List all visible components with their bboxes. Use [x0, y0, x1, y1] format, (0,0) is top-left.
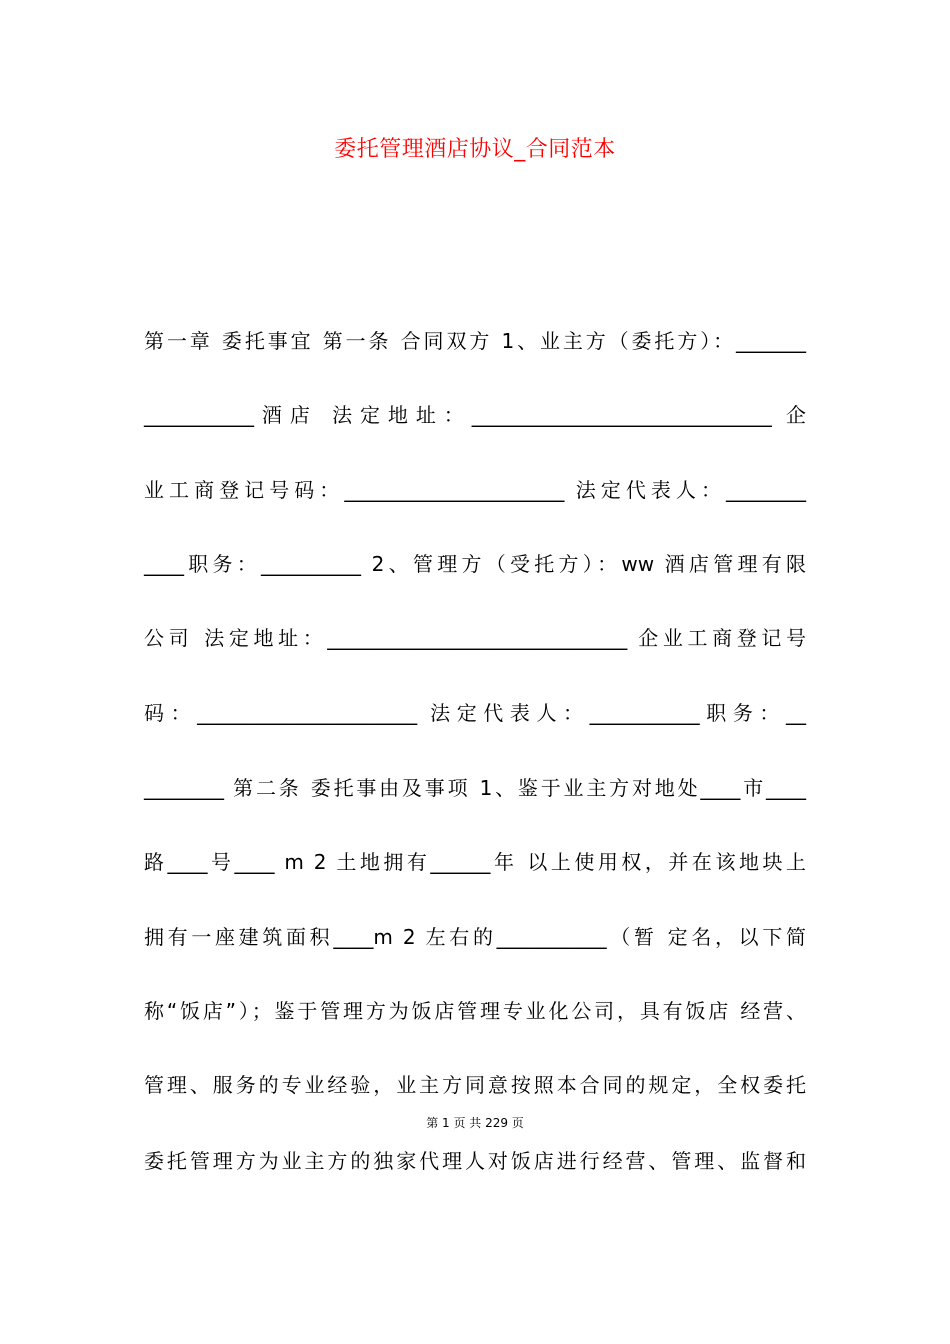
body-line-10: 称“饭店”）；鉴于管理方为饭店管理专业化公司，具有饭店 经营、: [144, 999, 806, 1023]
body-line-12: 委托管理方为业主方的独家代理人对饭店进行经营、管理、监督和: [144, 1149, 806, 1173]
page-number: 第 1 页 共 229 页: [426, 1116, 524, 1130]
body-line-11: 管理、服务的专业经验，业主方同意按照本合同的规定，全权委托: [144, 1073, 806, 1097]
body-line-2: ___________酒店 法定地址：______________________________ 企: [144, 403, 806, 427]
body-line-3: 业工商登记号码：______________________ 法定代表人：________: [144, 478, 806, 502]
body-line-8: 路____号____ m 2 土地拥有______年 以上使用权，并在该地块上: [144, 850, 806, 874]
body-line-5: 公司 法定地址：______________________________ 企业工商登记号: [144, 626, 806, 650]
document-title: 委托管理酒店协议_合同范本: [334, 137, 616, 162]
body-line-9: 拥有一座建筑面积____m 2 左右的___________（暂 定名，以下简: [144, 925, 806, 949]
body-line-7: ________ 第二条 委托事由及事项 1、鉴于业主方对地处____市____: [144, 776, 806, 800]
body-line-4: ____职务：__________ 2、管理方（受托方）：ww 酒店管理有限: [144, 552, 806, 576]
body-line-1: 第一章 委托事宜 第一条 合同双方 1、业主方（委托方）：_______: [144, 329, 806, 353]
body-line-6: 码：______________________ 法定代表人：___________职务：__: [144, 701, 806, 725]
